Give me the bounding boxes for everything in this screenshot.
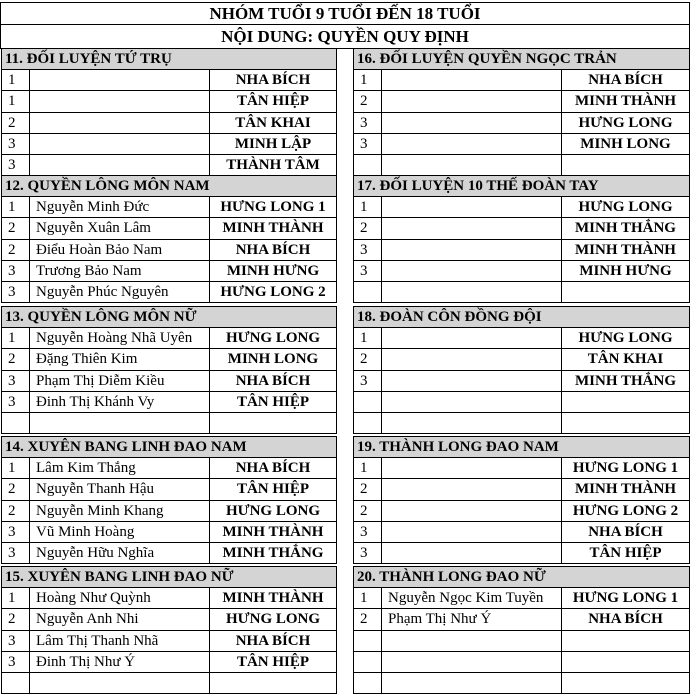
- club-cell: MINH THÀNH: [210, 218, 337, 239]
- rank-cell: 1: [2, 328, 30, 349]
- club-cell: MINH HƯNG: [562, 260, 690, 281]
- table-row: [2, 630, 337, 651]
- rank-cell: 2: [354, 218, 382, 239]
- athlete-name-cell: [382, 542, 562, 563]
- section-title: 16. ĐỐI LUYỆN QUYỀN NGỌC TRẢN: [354, 49, 690, 70]
- athlete-name-cell: [382, 500, 562, 521]
- club-cell: NHA BÍCH: [562, 521, 690, 542]
- athlete-name-cell: Nguyễn Hữu Nghĩa: [30, 542, 210, 563]
- table-row: [354, 651, 690, 672]
- rank-cell: 3: [2, 630, 30, 651]
- rank-cell: 1: [2, 70, 30, 91]
- athlete-name-cell: [382, 133, 562, 154]
- table-row: [354, 154, 690, 175]
- athlete-name-cell: Nguyễn Xuân Lâm: [30, 218, 210, 239]
- club-cell: HƯNG LONG 2: [562, 500, 690, 521]
- rank-cell: 1: [2, 91, 30, 112]
- athlete-name-cell: [382, 70, 562, 91]
- athlete-name-cell: [30, 412, 210, 433]
- rank-cell: 3: [354, 370, 382, 391]
- table-row: [2, 479, 337, 500]
- club-cell: HƯNG LONG: [562, 197, 690, 218]
- club-cell: NHA BÍCH: [562, 70, 690, 91]
- club-cell: TÂN HIỆP: [562, 542, 690, 563]
- club-cell: TÂN HIỆP: [210, 91, 337, 112]
- rank-cell: [354, 154, 382, 175]
- section-title: 15. XUYÊN BANG LINH ĐAO NỮ: [2, 567, 337, 588]
- athlete-name-cell: Phạm Thị Diễm Kiều: [30, 370, 210, 391]
- athlete-name-cell: [30, 112, 210, 133]
- club-cell: NHA BÍCH: [562, 609, 690, 630]
- athlete-name-cell: [382, 328, 562, 349]
- table-row: [2, 154, 337, 175]
- club-cell: [210, 672, 337, 693]
- rank-cell: 3: [2, 370, 30, 391]
- club-cell: [562, 412, 690, 433]
- athlete-name-cell: Điểu Hoàn Bảo Nam: [30, 239, 210, 260]
- athlete-name-cell: [382, 112, 562, 133]
- club-cell: MINH THÀNH: [562, 239, 690, 260]
- table-row: [354, 542, 690, 563]
- club-cell: HƯNG LONG: [210, 609, 337, 630]
- table-row: [354, 197, 690, 218]
- athlete-name-cell: Trương Bảo Nam: [30, 260, 210, 281]
- club-cell: MINH THÀNH: [562, 479, 690, 500]
- section-table: [353, 48, 690, 176]
- athlete-name-cell: [30, 672, 210, 693]
- athlete-name-cell: [382, 479, 562, 500]
- club-cell: [562, 672, 690, 693]
- club-cell: MINH HƯNG: [210, 260, 337, 281]
- section-table: [1, 436, 337, 564]
- table-row: [354, 672, 690, 693]
- table-row: [354, 260, 690, 281]
- rank-cell: 1: [354, 197, 382, 218]
- table-row: [2, 500, 337, 521]
- rank-cell: 2: [354, 479, 382, 500]
- table-row: [2, 672, 337, 693]
- section-table: [1, 175, 337, 303]
- club-cell: TÂN HIỆP: [210, 651, 337, 672]
- table-row: [354, 588, 690, 609]
- athlete-name-cell: Nguyễn Ngọc Kim Tuyền: [382, 588, 562, 609]
- table-row: [2, 391, 337, 412]
- athlete-name-cell: [382, 412, 562, 433]
- club-cell: MINH THÀNH: [210, 521, 337, 542]
- table-row: [2, 349, 337, 370]
- rank-cell: 3: [2, 154, 30, 175]
- table-row: [354, 458, 690, 479]
- athlete-name-cell: Hoàng Như Quỳnh: [30, 588, 210, 609]
- table-row: [2, 328, 337, 349]
- athlete-name-cell: Nguyễn Hoàng Nhã Uyên: [30, 328, 210, 349]
- section-title: 12. QUYỀN LÔNG MÔN NAM: [2, 176, 337, 197]
- athlete-name-cell: [382, 349, 562, 370]
- club-cell: TÂN KHAI: [562, 349, 690, 370]
- club-cell: NHA BÍCH: [210, 370, 337, 391]
- athlete-name-cell: [382, 218, 562, 239]
- club-cell: MINH THẮNG: [562, 370, 690, 391]
- athlete-name-cell: Nguyễn Phúc Nguyên: [30, 281, 210, 302]
- club-cell: THÀNH TÂM: [210, 154, 337, 175]
- rank-cell: 3: [2, 260, 30, 281]
- club-cell: NHA BÍCH: [210, 239, 337, 260]
- athlete-name-cell: [382, 391, 562, 412]
- club-cell: HƯNG LONG: [210, 328, 337, 349]
- rank-cell: 2: [2, 479, 30, 500]
- rank-cell: 3: [2, 281, 30, 302]
- rank-cell: [354, 391, 382, 412]
- rank-cell: 3: [354, 133, 382, 154]
- section-table: [1, 306, 337, 434]
- athlete-name-cell: [30, 133, 210, 154]
- table-row: [2, 609, 337, 630]
- rank-cell: 2: [354, 500, 382, 521]
- club-cell: NHA BÍCH: [210, 458, 337, 479]
- table-row: [2, 458, 337, 479]
- rank-cell: 3: [2, 651, 30, 672]
- club-cell: [562, 630, 690, 651]
- rank-cell: [354, 630, 382, 651]
- rank-cell: 1: [354, 458, 382, 479]
- rank-cell: [354, 672, 382, 693]
- rank-cell: 2: [2, 500, 30, 521]
- club-cell: MINH THẮNG: [562, 218, 690, 239]
- section-table: [1, 566, 337, 694]
- rank-cell: 3: [354, 542, 382, 563]
- club-cell: [562, 391, 690, 412]
- table-row: [2, 281, 337, 302]
- table-row: [354, 281, 690, 302]
- club-cell: MINH THẮNG: [210, 542, 337, 563]
- rank-cell: 1: [354, 588, 382, 609]
- table-row: [354, 479, 690, 500]
- athlete-name-cell: [30, 91, 210, 112]
- table-row: [354, 328, 690, 349]
- rank-cell: [2, 672, 30, 693]
- rank-cell: 3: [354, 112, 382, 133]
- section-table: [1, 48, 337, 176]
- rank-cell: [354, 281, 382, 302]
- club-cell: HƯNG LONG 2: [210, 281, 337, 302]
- athlete-name-cell: [382, 197, 562, 218]
- rank-cell: 1: [2, 588, 30, 609]
- table-row: [354, 133, 690, 154]
- athlete-name-cell: [382, 521, 562, 542]
- table-row: [354, 70, 690, 91]
- table-row: [354, 630, 690, 651]
- section-title: 18. ĐOÀN CÔN ĐỒNG ĐỘI: [354, 307, 690, 328]
- rank-cell: 1: [2, 197, 30, 218]
- athlete-name-cell: Nguyễn Anh Nhi: [30, 609, 210, 630]
- rank-cell: [354, 651, 382, 672]
- section-table: [353, 175, 690, 303]
- section-title: 17. ĐỐI LUYỆN 10 THẾ ĐOÀN TAY: [354, 176, 690, 197]
- section-table: [353, 436, 690, 564]
- club-cell: MINH THÀNH: [562, 91, 690, 112]
- rank-cell: 2: [354, 609, 382, 630]
- table-row: [2, 588, 337, 609]
- athlete-name-cell: [382, 239, 562, 260]
- rank-cell: 1: [2, 458, 30, 479]
- table-row: [354, 370, 690, 391]
- club-cell: [562, 154, 690, 175]
- table-row: [2, 370, 337, 391]
- rank-cell: 1: [354, 70, 382, 91]
- athlete-name-cell: [382, 91, 562, 112]
- athlete-name-cell: Lâm Kim Thắng: [30, 458, 210, 479]
- section-title: 13. QUYỀN LÔNG MÔN NỮ: [2, 307, 337, 328]
- club-cell: NHA BÍCH: [210, 70, 337, 91]
- content-title: NỘI DUNG: QUYỀN QUY ĐỊNH: [0, 24, 690, 49]
- table-row: [2, 521, 337, 542]
- table-row: [354, 412, 690, 433]
- club-cell: MINH LẬP: [210, 133, 337, 154]
- athlete-name-cell: [382, 260, 562, 281]
- club-cell: HƯNG LONG 1: [562, 588, 690, 609]
- rank-cell: 3: [2, 391, 30, 412]
- table-row: [2, 542, 337, 563]
- rank-cell: 3: [354, 239, 382, 260]
- section-title: 14. XUYÊN BANG LINH ĐAO NAM: [2, 437, 337, 458]
- athlete-name-cell: Nguyễn Minh Khang: [30, 500, 210, 521]
- rank-cell: 3: [2, 133, 30, 154]
- athlete-name-cell: [382, 651, 562, 672]
- athlete-name-cell: [30, 154, 210, 175]
- table-row: [2, 197, 337, 218]
- rank-cell: 2: [2, 239, 30, 260]
- athlete-name-cell: Nguyễn Minh Đức: [30, 197, 210, 218]
- table-row: [2, 70, 337, 91]
- athlete-name-cell: Phạm Thị Như Ý: [382, 609, 562, 630]
- athlete-name-cell: Đặng Thiên Kim: [30, 349, 210, 370]
- club-cell: HƯNG LONG: [210, 500, 337, 521]
- rank-cell: 2: [2, 218, 30, 239]
- rank-cell: 2: [2, 112, 30, 133]
- table-row: [354, 521, 690, 542]
- table-row: [354, 218, 690, 239]
- table-row: [2, 260, 337, 281]
- rank-cell: 3: [354, 521, 382, 542]
- athlete-name-cell: [382, 281, 562, 302]
- club-cell: HƯNG LONG 1: [562, 458, 690, 479]
- table-row: [354, 349, 690, 370]
- table-row: [2, 651, 337, 672]
- table-row: [2, 133, 337, 154]
- table-row: [354, 500, 690, 521]
- athlete-name-cell: Đinh Thị Như Ý: [30, 651, 210, 672]
- athlete-name-cell: [382, 630, 562, 651]
- table-row: [2, 91, 337, 112]
- table-row: [354, 112, 690, 133]
- athlete-name-cell: Lâm Thị Thanh Nhã: [30, 630, 210, 651]
- rank-cell: 1: [354, 328, 382, 349]
- rank-cell: 3: [354, 260, 382, 281]
- athlete-name-cell: Vũ Minh Hoàng: [30, 521, 210, 542]
- club-cell: HƯNG LONG 1: [210, 197, 337, 218]
- table-row: [354, 391, 690, 412]
- club-cell: TÂN KHAI: [210, 112, 337, 133]
- club-cell: [562, 281, 690, 302]
- athlete-name-cell: Nguyễn Thanh Hậu: [30, 479, 210, 500]
- athlete-name-cell: [382, 458, 562, 479]
- athlete-name-cell: [382, 672, 562, 693]
- section-table: [353, 306, 690, 434]
- table-row: [2, 239, 337, 260]
- table-row: [2, 112, 337, 133]
- age-group-title: NHÓM TUỔI 9 TUỔI ĐẾN 18 TUỔI: [0, 2, 690, 25]
- table-row: [354, 609, 690, 630]
- club-cell: MINH LONG: [562, 133, 690, 154]
- club-cell: TÂN HIỆP: [210, 391, 337, 412]
- rank-cell: [2, 412, 30, 433]
- club-cell: [210, 412, 337, 433]
- table-row: [354, 91, 690, 112]
- athlete-name-cell: [382, 370, 562, 391]
- athlete-name-cell: [382, 154, 562, 175]
- section-table: [353, 566, 690, 694]
- club-cell: MINH LONG: [210, 349, 337, 370]
- rank-cell: 2: [354, 91, 382, 112]
- rank-cell: 3: [2, 521, 30, 542]
- rank-cell: 2: [2, 609, 30, 630]
- athlete-name-cell: Đinh Thị Khánh Vy: [30, 391, 210, 412]
- rank-cell: 2: [354, 349, 382, 370]
- athlete-name-cell: [30, 70, 210, 91]
- club-cell: TÂN HIỆP: [210, 479, 337, 500]
- club-cell: MINH THÀNH: [210, 588, 337, 609]
- section-title: 20. THÀNH LONG ĐAO NỮ: [354, 567, 690, 588]
- rank-cell: [354, 412, 382, 433]
- section-title: 19. THÀNH LONG ĐAO NAM: [354, 437, 690, 458]
- table-row: [2, 412, 337, 433]
- table-row: [2, 218, 337, 239]
- section-title: 11. ĐỐI LUYỆN TỨ TRỤ: [2, 49, 337, 70]
- rank-cell: 3: [2, 542, 30, 563]
- club-cell: HƯNG LONG: [562, 328, 690, 349]
- club-cell: [562, 651, 690, 672]
- rank-cell: 2: [2, 349, 30, 370]
- club-cell: HƯNG LONG: [562, 112, 690, 133]
- club-cell: NHA BÍCH: [210, 630, 337, 651]
- table-row: [354, 239, 690, 260]
